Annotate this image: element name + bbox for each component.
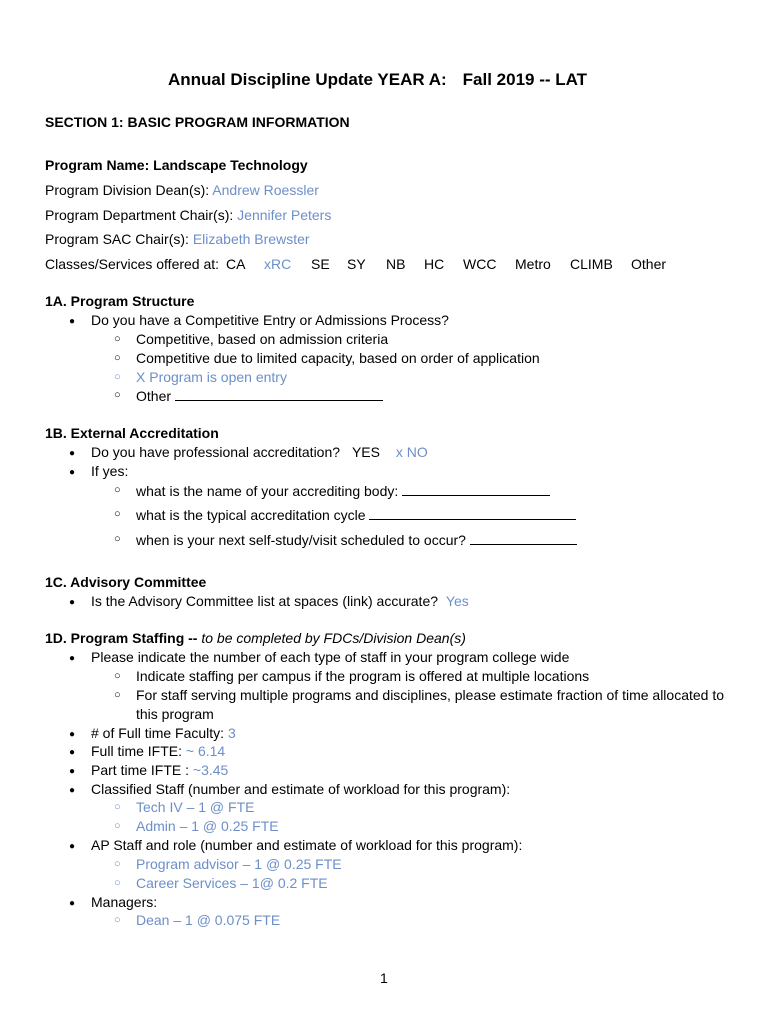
section-1b-heading: 1B. External Accreditation [45, 425, 219, 441]
campus-wcc: WCC [463, 256, 497, 272]
classes-label: Classes/Services offered at: [45, 256, 220, 272]
s1b-question [91, 444, 428, 461]
classified-staff-label: ● Classified Staff (number and estimate of workload for this program): [91, 781, 510, 798]
s1b-if-yes: ● If yes: [91, 463, 128, 480]
accrediting-body-blank [402, 482, 550, 496]
s1b-sub-2-text: what is the typical accreditation cycle [136, 507, 366, 523]
s1d-sub-2-cont: this program [136, 706, 214, 722]
s1b-sub-3-text: when is your next self-study/visit scheduled to occur? [136, 532, 466, 548]
campus-se: SE [311, 256, 330, 272]
s1d-heading-text: 1D. Program Staffing -- [45, 630, 198, 646]
s1d-sub-2: ○ For staff serving multiple programs and disciplines, please estimate fraction of time allocated to [136, 687, 724, 704]
classified-item-2: ○ Admin – 1 @ 0.25 FTE [136, 818, 279, 835]
campus-metro: Metro [515, 256, 551, 272]
s1c-question [91, 593, 469, 610]
chair-label: Program Department Chair(s): [45, 207, 234, 223]
ap-staff-label: ● AP Staff and role (number and estimate of workload for this program): [91, 837, 522, 854]
ap-item-2: ○ Career Services – 1@ 0.2 FTE [136, 875, 328, 892]
s1d-question: ● Please indicate the number of each type of staff in your program college wide [91, 649, 569, 666]
campus-sy: SY [347, 256, 366, 272]
s1b-sub-1 [136, 482, 550, 500]
campus-nb: NB [386, 256, 406, 272]
title-part-1: Annual Discipline Update YEAR A: [168, 70, 447, 89]
title-part-2: Fall 2019 -- LAT [462, 70, 588, 89]
campus-ca: CA [226, 256, 246, 272]
s1a-option-4-label: Other [136, 388, 172, 404]
section-1-heading: SECTION 1: BASIC PROGRAM INFORMATION [45, 114, 350, 130]
s1a-option-1: ○ Competitive, based on admission criteria [136, 331, 388, 348]
s1b-sub-2 [136, 506, 576, 524]
s1c-question-text: Is the Advisory Committee list at spaces (link) accurate? [91, 593, 439, 609]
chair-row [45, 207, 331, 224]
s1d-note: to be completed by FDCs/Division Dean(s) [201, 630, 466, 646]
s1d-sub-1: ○ Indicate staffing per campus if the program is offered at multiple locations [136, 668, 589, 685]
sac-row [45, 231, 310, 248]
s1b-no: x NO [395, 444, 428, 460]
section-1a-heading: 1A. Program Structure [45, 293, 195, 309]
s1b-yes: YES [351, 444, 380, 460]
full-time-ifte-label: Full time IFTE: [91, 743, 183, 759]
campus-xrc: xRC [264, 256, 292, 272]
sac-value: Elizabeth Brewster [192, 231, 310, 247]
section-1d-heading [45, 630, 466, 647]
section-1c-heading: 1C. Advisory Committee [45, 574, 207, 590]
s1a-question: ● Do you have a Competitive Entry or Admissions Process? [91, 312, 449, 329]
classes-row [45, 256, 219, 273]
part-time-ifte-row [91, 762, 228, 779]
part-time-ifte-label: Part time IFTE : [91, 762, 190, 778]
managers-item-1: ○ Dean – 1 @ 0.075 FTE [136, 912, 280, 929]
classified-item-1: ○ Tech IV – 1 @ FTE [136, 799, 254, 816]
managers-label: ● Managers: [91, 894, 157, 911]
s1a-option-4 [136, 387, 383, 405]
program-name: Program Name: Landscape Technology [45, 157, 308, 173]
full-time-faculty-label: # of Full time Faculty: [91, 725, 225, 741]
s1c-answer: Yes [445, 593, 469, 609]
page-number: 1 [380, 970, 388, 986]
s1b-sub-3 [136, 531, 577, 549]
s1b-question-text: Do you have professional accreditation? [91, 444, 341, 460]
other-blank [175, 387, 383, 401]
full-time-ifte-value: ~ 6.14 [185, 743, 226, 759]
page-title [168, 71, 587, 88]
campus-hc: HC [424, 256, 445, 272]
full-time-faculty-row [91, 725, 236, 742]
self-study-blank [470, 531, 577, 545]
sac-label: Program SAC Chair(s): [45, 231, 189, 247]
chair-value: Jennifer Peters [237, 207, 332, 223]
ap-item-1: ○ Program advisor – 1 @ 0.25 FTE [136, 856, 342, 873]
s1b-sub-1-text: what is the name of your accrediting body: [136, 483, 399, 499]
s1a-option-3: ○ X Program is open entry [136, 369, 287, 386]
full-time-faculty-value: 3 [227, 725, 236, 741]
campus-other: Other [631, 256, 667, 272]
dean-value: Andrew Roessler [212, 182, 319, 198]
accreditation-cycle-blank [369, 506, 576, 520]
campus-climb: CLIMB [570, 256, 613, 272]
full-time-ifte-row [91, 743, 225, 760]
dean-label: Program Division Dean(s): [45, 182, 210, 198]
part-time-ifte-value: ~3.45 [192, 762, 229, 778]
dean-row [45, 182, 319, 199]
s1a-option-2: ○ Competitive due to limited capacity, based on order of application [136, 350, 540, 367]
